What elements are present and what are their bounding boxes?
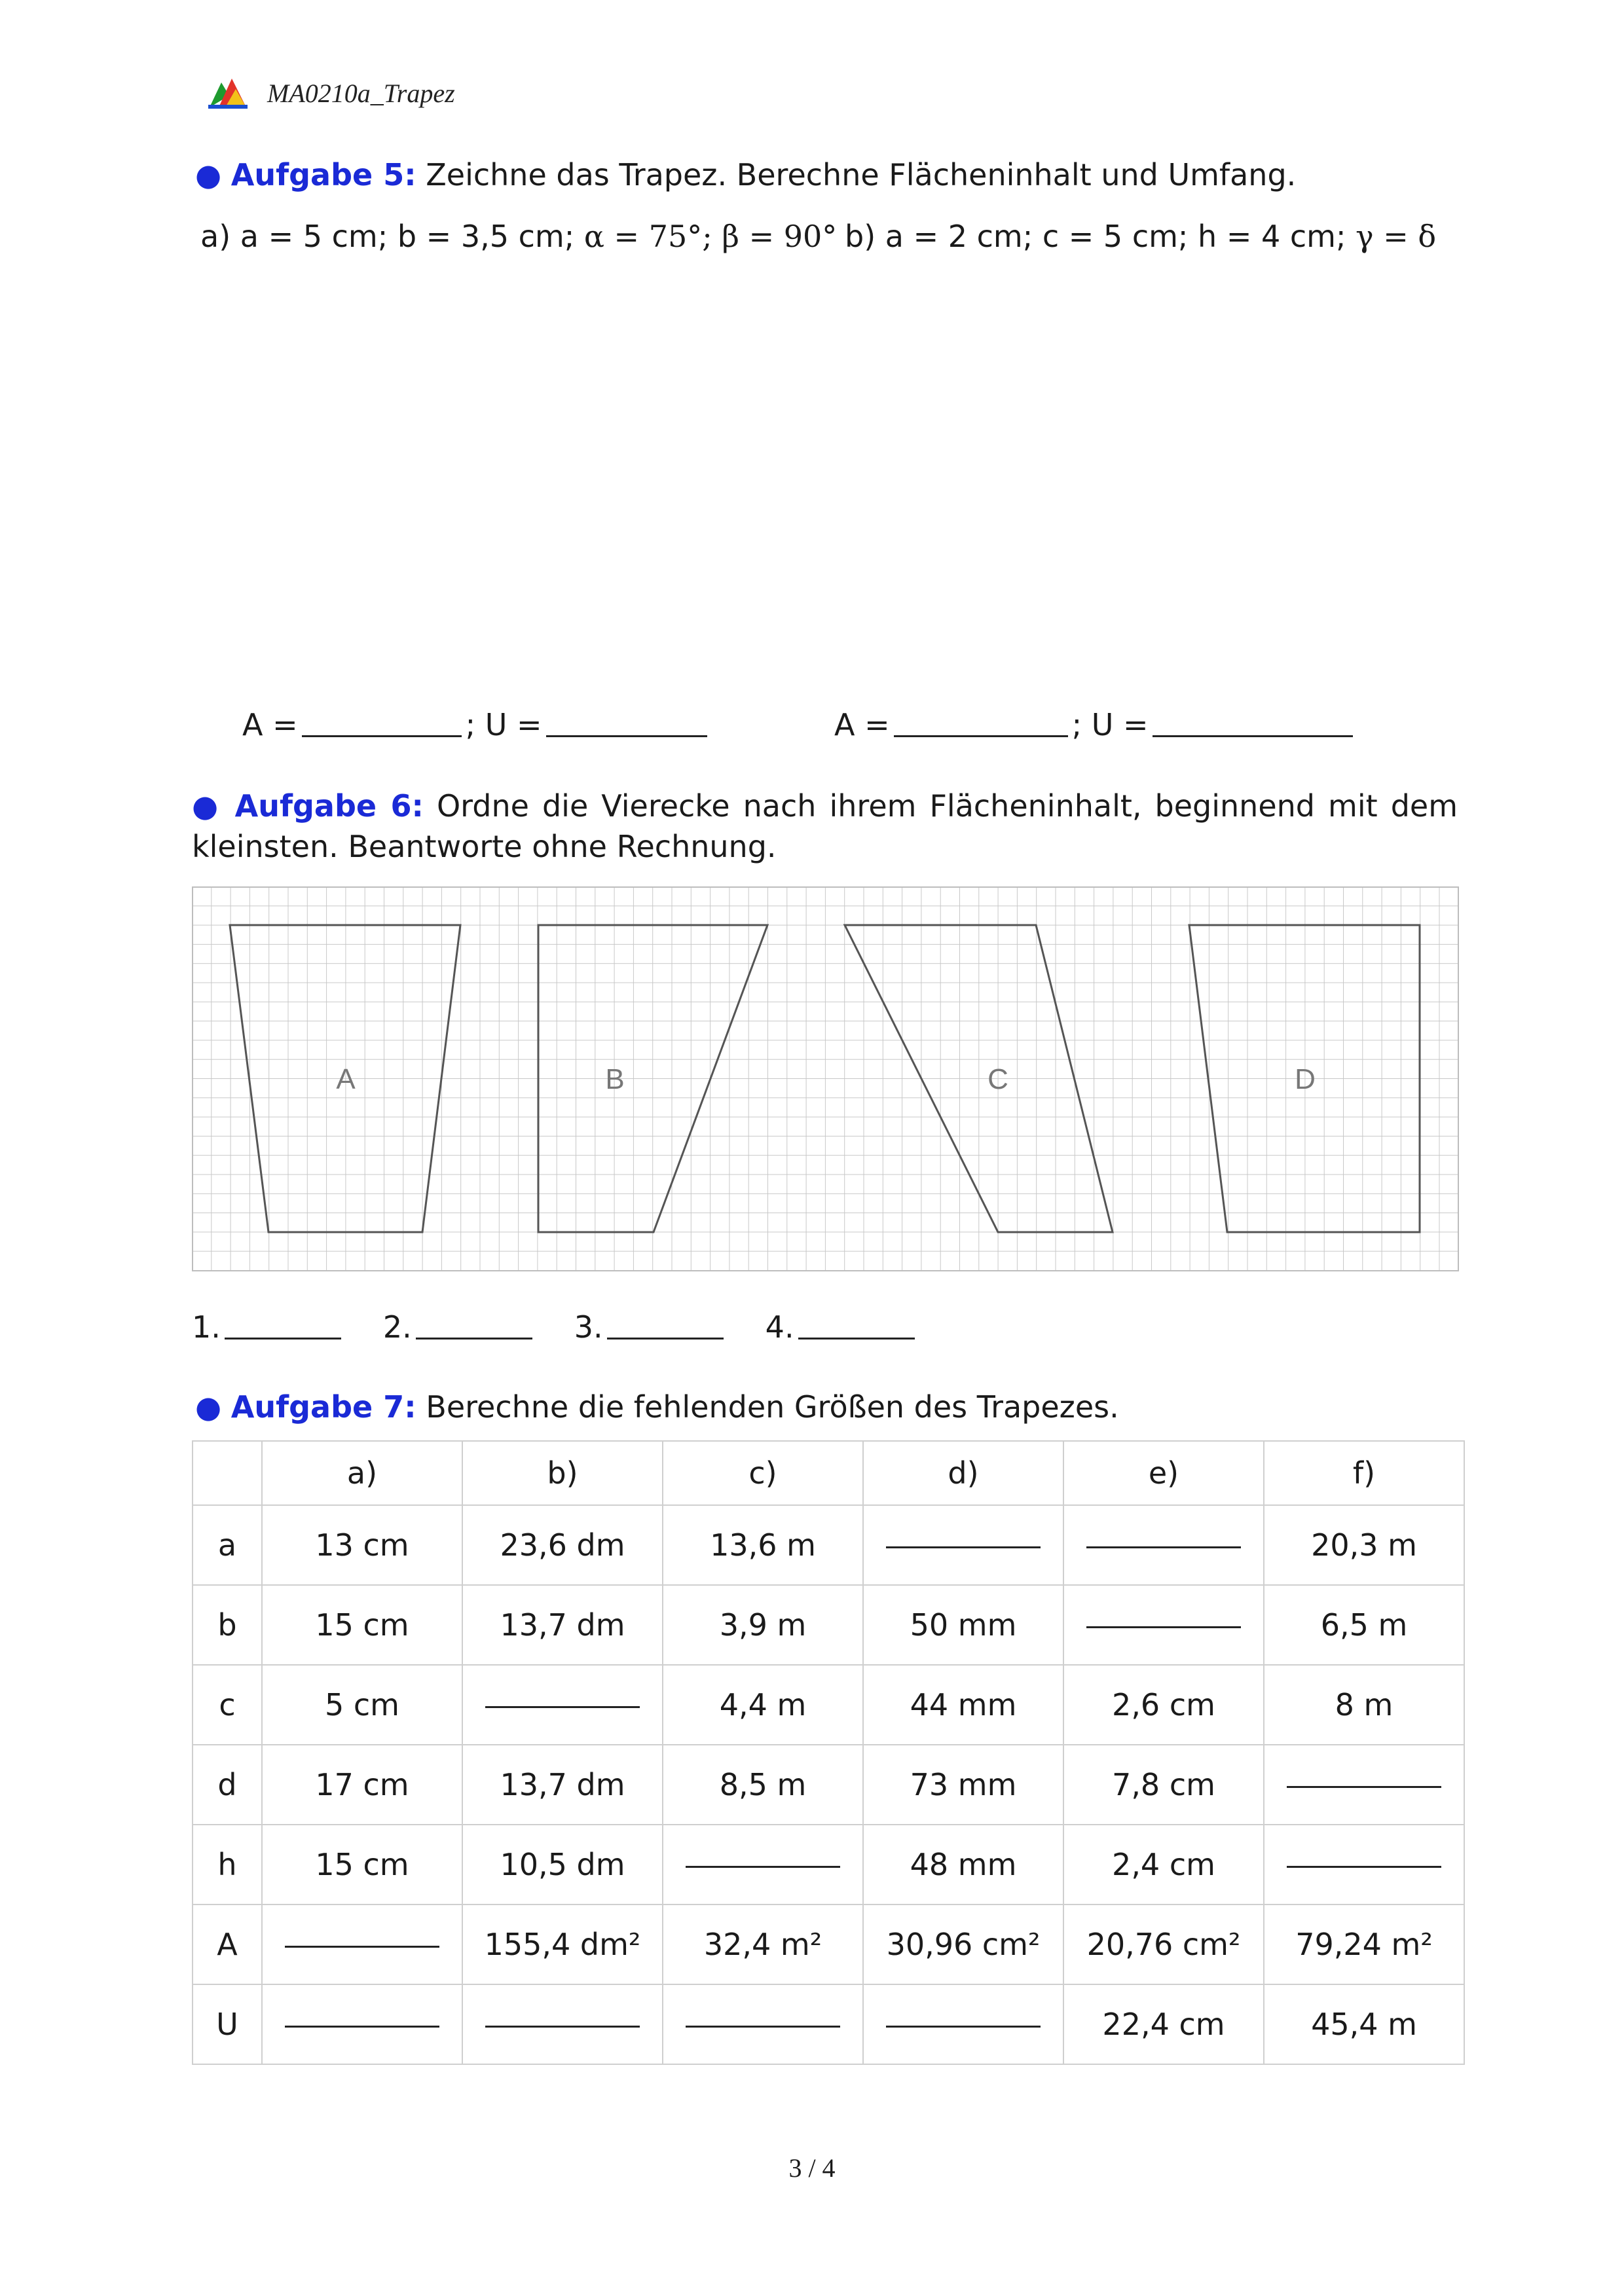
column-header: d) [863,1441,1063,1505]
answer-blank[interactable] [1086,1546,1241,1548]
table-header-row [193,1441,1464,1505]
column-header: b) [462,1441,663,1505]
table-blank-cell[interactable] [663,1984,863,2064]
table-cell: 30,96 cm² [863,1904,1063,1984]
answer-blank[interactable] [485,1706,640,1708]
table-cell: 10,5 dm [462,1825,663,1904]
table-blank-cell[interactable] [863,1505,1063,1585]
table-row [193,1665,1464,1745]
shape-label-c: C [987,1063,1008,1095]
shape-label-b: B [605,1063,625,1095]
table-cell: 2,6 cm [1063,1665,1264,1745]
column-header: c) [663,1441,863,1505]
shape-label-d: D [1295,1063,1316,1095]
table-cell: 13,6 m [663,1505,863,1585]
table-row [193,1745,1464,1825]
column-header: a) [262,1441,462,1505]
answer-blank[interactable] [1287,1786,1441,1788]
table-blank-cell[interactable] [462,1984,663,2064]
rank-item [574,1309,728,1345]
row-label: c [193,1665,262,1745]
task5-problem-a-angles: α = 75°; β = 90° [583,219,838,254]
table-cell: 45,4 m [1264,1984,1464,2064]
task5-problem-b-text: b) a = 2 cm; c = 5 cm; h = 4 cm; [845,219,1346,254]
rank-number: 3. [574,1309,603,1345]
table-cell: 155,4 dm² [462,1904,663,1984]
task6-heading [192,786,1458,867]
table-cell: 4,4 m [663,1665,863,1745]
table-blank-cell[interactable] [462,1665,663,1745]
rank-item [192,1309,345,1345]
task7-bullet: ● [195,1389,222,1425]
document-title: MA0210a_Trapez [267,78,455,108]
table-blank-cell[interactable] [1063,1505,1264,1585]
task6-label: Aufgabe 6: [234,788,424,824]
table-cell: 6,5 m [1264,1585,1464,1665]
answer-blank[interactable] [686,2026,840,2028]
task5-area-label-b: A = [834,707,890,742]
task6-text: Ordne die Vierecke nach ihrem Flächeninhalt, beginnend mit dem kleinsten. Beantworte ohne Rechnung. [192,788,1458,864]
table-cell: 44 mm [863,1665,1063,1745]
task5-area-blank-b[interactable] [894,733,1068,737]
rank-blank[interactable] [225,1335,341,1339]
table-cell: 7,8 cm [1063,1745,1264,1825]
task7-heading [195,1387,1119,1427]
table-cell: 20,3 m [1264,1505,1464,1585]
quadrilateral-grid [192,886,1462,1273]
table-blank-cell[interactable] [1063,1585,1264,1665]
table-cell: 48 mm [863,1825,1063,1904]
table-cell: 15 cm [262,1825,462,1904]
row-label: a [193,1505,262,1585]
task5-heading [195,155,1296,195]
task7-label: Aufgabe 7: [231,1389,416,1425]
task5-problem-a [200,219,837,254]
rank-number: 1. [192,1309,221,1345]
column-header: f) [1264,1441,1464,1505]
task5-text: Zeichne das Trapez. Berechne Flächeninhalt und Umfang. [426,157,1297,192]
table-cell: 79,24 m² [1264,1904,1464,1984]
row-label: U [193,1984,262,2064]
row-label: A [193,1904,262,1984]
rank-number: 4. [765,1309,794,1345]
task5-perimeter-label-a: ; U = [465,707,542,742]
table-cell: 13 cm [262,1505,462,1585]
task5-problem-b [845,219,1436,254]
task5-perimeter-label-b: ; U = [1071,707,1149,742]
task5-area-blank-a[interactable] [302,733,462,737]
table-blank-cell[interactable] [863,1984,1063,2064]
page-number: 3 / 4 [788,2153,836,2183]
table-row [193,1984,1464,2064]
table-cell: 3,9 m [663,1585,863,1665]
shape-label-a: A [336,1063,356,1095]
rank-item [383,1309,536,1345]
task5-answer-b [834,707,1357,742]
table-cell: 73 mm [863,1745,1063,1825]
table-cell: 2,4 cm [1063,1825,1264,1904]
table-blank-cell[interactable] [1264,1745,1464,1825]
table-cell: 8,5 m [663,1745,863,1825]
page-header [207,73,455,113]
task7-text: Berechne die fehlenden Größen des Trapezes. [426,1389,1119,1425]
table-cell: 13,7 dm [462,1745,663,1825]
task5-label: Aufgabe 5: [231,157,416,192]
table-cell: 20,76 cm² [1063,1904,1264,1984]
task5-area-label-a: A = [242,707,298,742]
task5-perimeter-blank-b[interactable] [1153,733,1353,737]
answer-blank[interactable] [886,2026,1041,2028]
table-row [193,1825,1464,1904]
answer-blank[interactable] [485,2026,640,2028]
table-blank-cell[interactable] [1264,1825,1464,1904]
table-cell: 32,4 m² [663,1904,863,1984]
table-cell: 8 m [1264,1665,1464,1745]
table-row [193,1904,1464,1984]
table-cell: 50 mm [863,1585,1063,1665]
table-row [193,1505,1464,1585]
task5-answer-a [242,707,711,742]
answer-blank[interactable] [285,1946,439,1948]
task5-bullet: ● [195,157,222,192]
rank-blank[interactable] [798,1335,915,1339]
task5-problem-b-angles: γ = δ [1356,219,1437,254]
answer-blank[interactable] [686,1866,840,1868]
table-cell: 17 cm [262,1745,462,1825]
table-row [193,1585,1464,1665]
table-cell: 23,6 dm [462,1505,663,1585]
rank-blank[interactable] [607,1335,724,1339]
table-cell: 15 cm [262,1585,462,1665]
column-header: e) [1063,1441,1264,1505]
table-cell: 5 cm [262,1665,462,1745]
task5-perimeter-blank-a[interactable] [546,733,707,737]
table-cell: 22,4 cm [1063,1984,1264,2064]
task6-ranking [192,1309,957,1345]
answer-blank[interactable] [285,2026,439,2028]
row-label: d [193,1745,262,1825]
answer-blank[interactable] [1287,1866,1441,1868]
answer-blank[interactable] [886,1546,1041,1548]
rank-number: 2. [382,1309,412,1345]
table-blank-cell[interactable] [663,1825,863,1904]
row-label: h [193,1825,262,1904]
task5-problem-a-text: a) a = 5 cm; b = 3,5 cm; [200,219,575,254]
logo-icon [207,76,249,110]
table-blank-cell[interactable] [262,1904,462,1984]
rank-blank[interactable] [416,1335,532,1339]
table-corner-cell [193,1441,262,1505]
task6-bullet: ● [192,788,222,824]
rank-item [766,1309,919,1345]
table-cell: 13,7 dm [462,1585,663,1665]
table-blank-cell[interactable] [262,1984,462,2064]
answer-blank[interactable] [1086,1626,1241,1628]
trapezoid-table [192,1440,1465,2065]
row-label: b [193,1585,262,1665]
